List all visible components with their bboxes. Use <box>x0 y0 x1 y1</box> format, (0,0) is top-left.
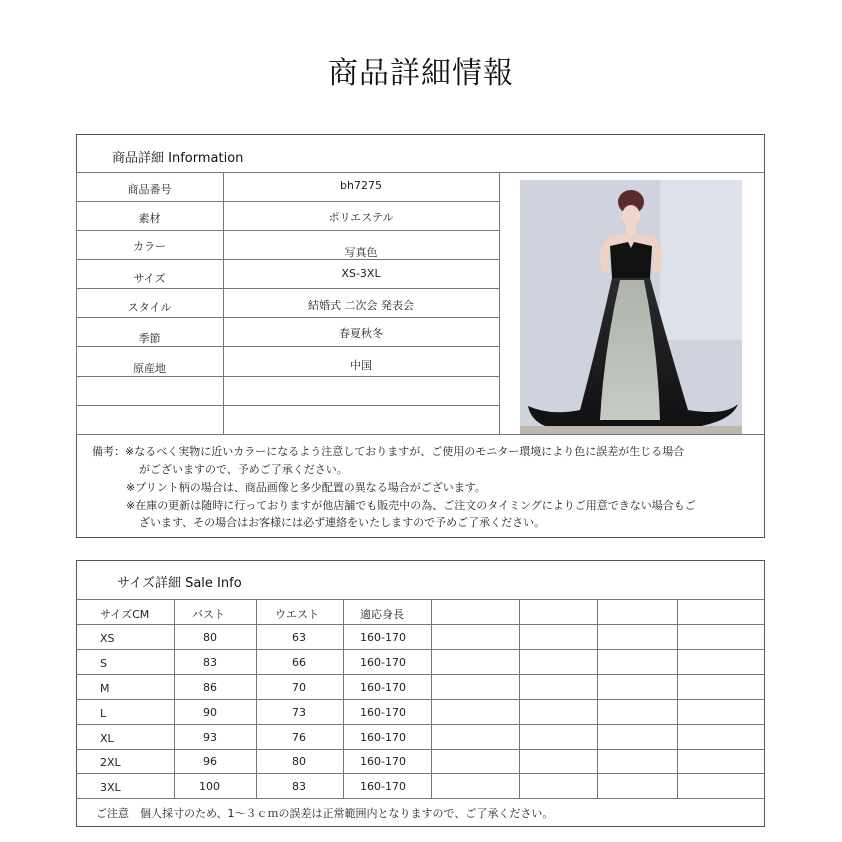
size-cell: 73 <box>292 706 306 719</box>
info-label: 素材 <box>138 212 161 225</box>
size-cell: 160-170 <box>360 755 406 768</box>
info-value: ポリエステル <box>328 211 394 224</box>
size-col-header: ウエスト <box>275 608 319 621</box>
info-header: 商品詳細 Information <box>112 151 244 166</box>
size-cell: 90 <box>203 706 217 719</box>
info-value: XS-3XL <box>341 267 381 280</box>
info-value: 春夏秋冬 <box>339 327 383 340</box>
page-title: 商品詳細情報 <box>328 56 514 91</box>
size-cell: S <box>100 657 107 670</box>
remark-line: がございますので、予めご了承ください。 <box>139 463 348 476</box>
size-row-divider <box>76 724 765 725</box>
info-label: カラー <box>133 240 166 253</box>
info-header-divider <box>76 172 765 173</box>
size-cell: 160-170 <box>360 656 406 669</box>
size-col-header: サイズCM <box>100 608 150 621</box>
info-value: bh7275 <box>340 179 382 192</box>
info-value: 写真色 <box>344 246 378 259</box>
info-row-divider <box>76 346 500 347</box>
size-row-divider <box>76 749 765 750</box>
remark-line: 備考：※なるべく実物に近いカラーになるよう注意しておりますが、ご使用のモニター環境により色に誤差が生じる場合 <box>92 445 685 458</box>
info-value: 結婚式 二次会 発表会 <box>308 299 414 312</box>
size-row-divider <box>76 699 765 700</box>
size-cell: 83 <box>292 780 306 793</box>
size-cell: 160-170 <box>360 731 406 744</box>
size-cell: 66 <box>292 656 306 669</box>
size-note: ご注意 個人採寸のため、1～３ｃｍの誤差は正常範囲内となりますので、ご了承ください。 <box>96 807 554 820</box>
size-cell: 96 <box>203 755 217 768</box>
size-cell: 160-170 <box>360 681 406 694</box>
size-cell: XL <box>100 732 114 745</box>
size-cell: 160-170 <box>360 706 406 719</box>
size-cell: 70 <box>292 681 306 694</box>
size-cell: 63 <box>292 631 306 644</box>
info-row-divider <box>76 317 500 318</box>
remark-line: ※プリント柄の場合は、商品画像と多少配置の異なる場合がございます。 <box>126 481 486 494</box>
info-row-divider <box>76 288 500 289</box>
size-cell: 2XL <box>100 756 121 769</box>
size-row-divider <box>76 649 765 650</box>
size-row-divider <box>76 674 765 675</box>
product-photo <box>520 180 742 434</box>
size-row-divider <box>76 773 765 774</box>
info-label: 季節 <box>138 332 161 345</box>
size-cell: 160-170 <box>360 631 406 644</box>
size-section <box>76 560 765 827</box>
info-label: 商品番号 <box>127 183 172 196</box>
info-label: スタイル <box>127 301 172 314</box>
remark-line: ※在庫の更新は随時に行っておりますが他店舗でも販売中の為、ご注文のタイミングによりご用意できない場合もご <box>126 499 696 512</box>
size-cell: L <box>100 707 107 720</box>
size-header-divider <box>76 599 765 600</box>
size-cell: M <box>100 682 110 695</box>
size-row-divider <box>76 798 765 799</box>
size-cell: 86 <box>203 681 217 694</box>
size-cell: 100 <box>199 780 220 793</box>
info-table-bottom-border <box>76 434 765 435</box>
info-table-right-border <box>499 172 500 434</box>
info-row-divider <box>76 405 500 406</box>
size-cell: 83 <box>203 656 217 669</box>
size-header: サイズ詳細 Sale Info <box>117 576 242 591</box>
size-col-header: バスト <box>192 608 225 621</box>
size-cell: 93 <box>203 731 217 744</box>
info-value: 中国 <box>350 359 372 372</box>
size-cell: 80 <box>203 631 217 644</box>
size-cell: 76 <box>292 731 306 744</box>
size-cell: XS <box>100 632 115 645</box>
size-col-header: 適応身長 <box>360 608 404 621</box>
size-cell: 3XL <box>100 781 121 794</box>
info-row-divider <box>76 201 500 202</box>
size-cell: 80 <box>292 755 306 768</box>
info-row-divider <box>76 230 500 231</box>
remark-line: ざいます、その場合はお客様には必ず連絡をいたしますので予めご了承ください。 <box>139 516 546 529</box>
size-row-divider <box>76 624 765 625</box>
info-label: サイズ <box>133 272 166 285</box>
info-row-divider <box>76 376 500 377</box>
dress-illustration <box>520 180 742 434</box>
size-cell: 160-170 <box>360 780 406 793</box>
info-label: 原産地 <box>133 362 166 375</box>
